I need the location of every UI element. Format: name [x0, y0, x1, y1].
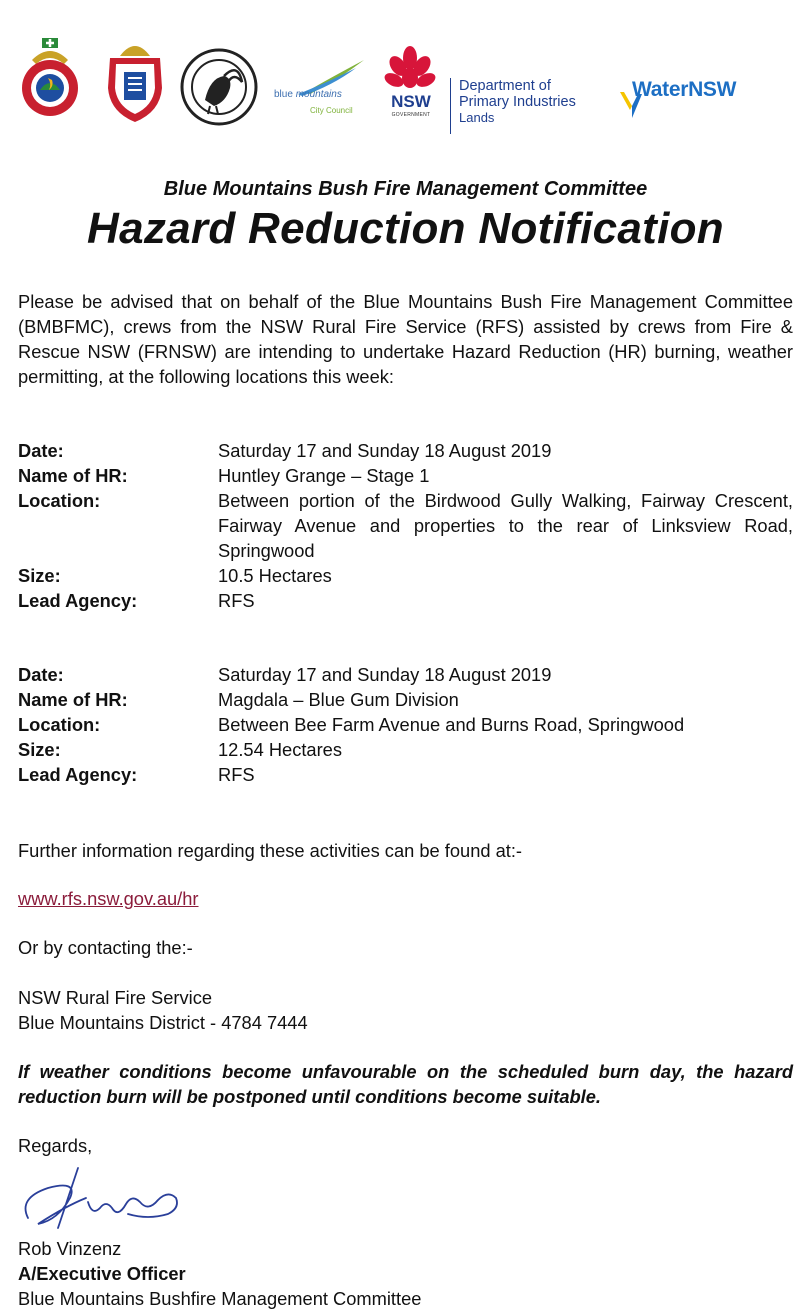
regards-text: Regards,	[18, 1135, 93, 1156]
signatory-block	[18, 1236, 793, 1311]
burn-2-agency-row	[18, 762, 793, 787]
intro-paragraph: Please be advised that on behalf of the Blue Mountains Bush Fire Management Committee (BMBFMC), crews from the NSW Rural Fire Service (RFS) assisted by crews from Fire & Rescue NSW (FRNSW) are intending to undertake Hazard Reduction (HR) burning, weather permitting, at the following locations this week:	[18, 291, 793, 387]
burn-1-agency-row	[18, 588, 793, 613]
burn-1-size-row	[18, 563, 793, 588]
frnsw-badge-logo	[100, 38, 170, 124]
burn-1-date: Saturday 17 and Sunday 18 August 2019	[218, 440, 552, 461]
signatory-name: Rob Vinzenz	[18, 1238, 122, 1259]
committee-subtitle: Blue Mountains Bush Fire Management Committee	[163, 178, 648, 200]
dpi-line-1: Department of	[459, 78, 551, 94]
burn-2-date-row	[18, 662, 793, 687]
date-label: Date:	[18, 440, 64, 461]
government-text: GOVERNMENT	[391, 112, 431, 118]
burn-2-name-row	[18, 687, 793, 712]
burn-2-name: Magdala – Blue Gum Division	[218, 689, 459, 710]
burn-2-location: Between Bee Farm Avenue and Burns Road, Springwood	[218, 714, 685, 735]
waratah-icon	[384, 42, 436, 94]
burn-2-location-row	[18, 712, 793, 737]
burn-details-1	[18, 438, 793, 613]
size-label: Size:	[18, 565, 61, 586]
weather-warning: If weather conditions become unfavourable on the scheduled burn day, the hazard reduction burn will be postponed until conditions become suitable.	[18, 1061, 793, 1107]
burn-1-name-row	[18, 463, 793, 488]
name-label: Name of HR:	[18, 465, 128, 486]
contact-district: Blue Mountains District - 4784 7444	[18, 1012, 308, 1033]
nsw-text: NSW	[391, 92, 431, 111]
burn-1-location: Between portion of the Birdwood Gully Walking, Fairway Crescent, Fairway Avenue and properties to the rear of Linksview Road, Springwood	[218, 490, 793, 561]
burn-1-size: 10.5 Hectares	[218, 565, 332, 586]
bmcc-mountains-text: mountains	[295, 89, 342, 100]
dpi-lands-logo	[450, 78, 619, 134]
bmcc-blue-text: blue	[274, 89, 293, 100]
website-row	[18, 886, 793, 911]
agency-label: Lead Agency:	[18, 590, 138, 611]
burn-1-agency: RFS	[218, 590, 255, 611]
water-nsw-logo	[618, 76, 758, 126]
npws-lyrebird-logo	[180, 48, 258, 126]
rfs-website-link[interactable]: www.rfs.nsw.gov.au/hr	[18, 888, 199, 909]
contact-block	[18, 985, 793, 1035]
signatory-position: A/Executive Officer	[18, 1263, 186, 1284]
burn-1-location-row	[18, 488, 793, 563]
bmcc-logo	[276, 58, 368, 128]
burn-2-size: 12.54 Hectares	[218, 739, 342, 760]
burn-details-2	[18, 662, 793, 787]
contact-intro-text: Or by contacting the:-	[18, 937, 193, 958]
contact-org: NSW Rural Fire Service	[18, 987, 213, 1008]
burn-1-date-row	[18, 438, 793, 463]
water-nsw-text: WaterNSW	[632, 78, 737, 101]
date-label: Date:	[18, 664, 64, 685]
logo-strip	[0, 28, 811, 138]
signatory-organisation: Blue Mountains Bushfire Management Committee	[18, 1288, 422, 1309]
location-label: Location:	[18, 490, 101, 511]
burn-2-agency: RFS	[218, 764, 255, 785]
nsw-government-logo	[380, 42, 440, 132]
burn-1-name: Huntley Grange – Stage 1	[218, 465, 430, 486]
burn-2-size-row	[18, 737, 793, 762]
agency-label: Lead Agency:	[18, 764, 138, 785]
rfs-crest-logo	[18, 38, 82, 120]
further-info-text: Further information regarding these activities can be found at:-	[18, 840, 523, 861]
page-title: Hazard Reduction Notification	[87, 204, 724, 253]
dpi-line-2: Primary Industries	[459, 94, 576, 110]
dpi-line-3: Lands	[459, 110, 495, 125]
burn-2-date: Saturday 17 and Sunday 18 August 2019	[218, 664, 552, 685]
name-label: Name of HR:	[18, 689, 128, 710]
size-label: Size:	[18, 739, 61, 760]
signature-image	[8, 1158, 188, 1238]
location-label: Location:	[18, 714, 101, 735]
bmcc-city-council-text: City Council	[310, 106, 353, 115]
